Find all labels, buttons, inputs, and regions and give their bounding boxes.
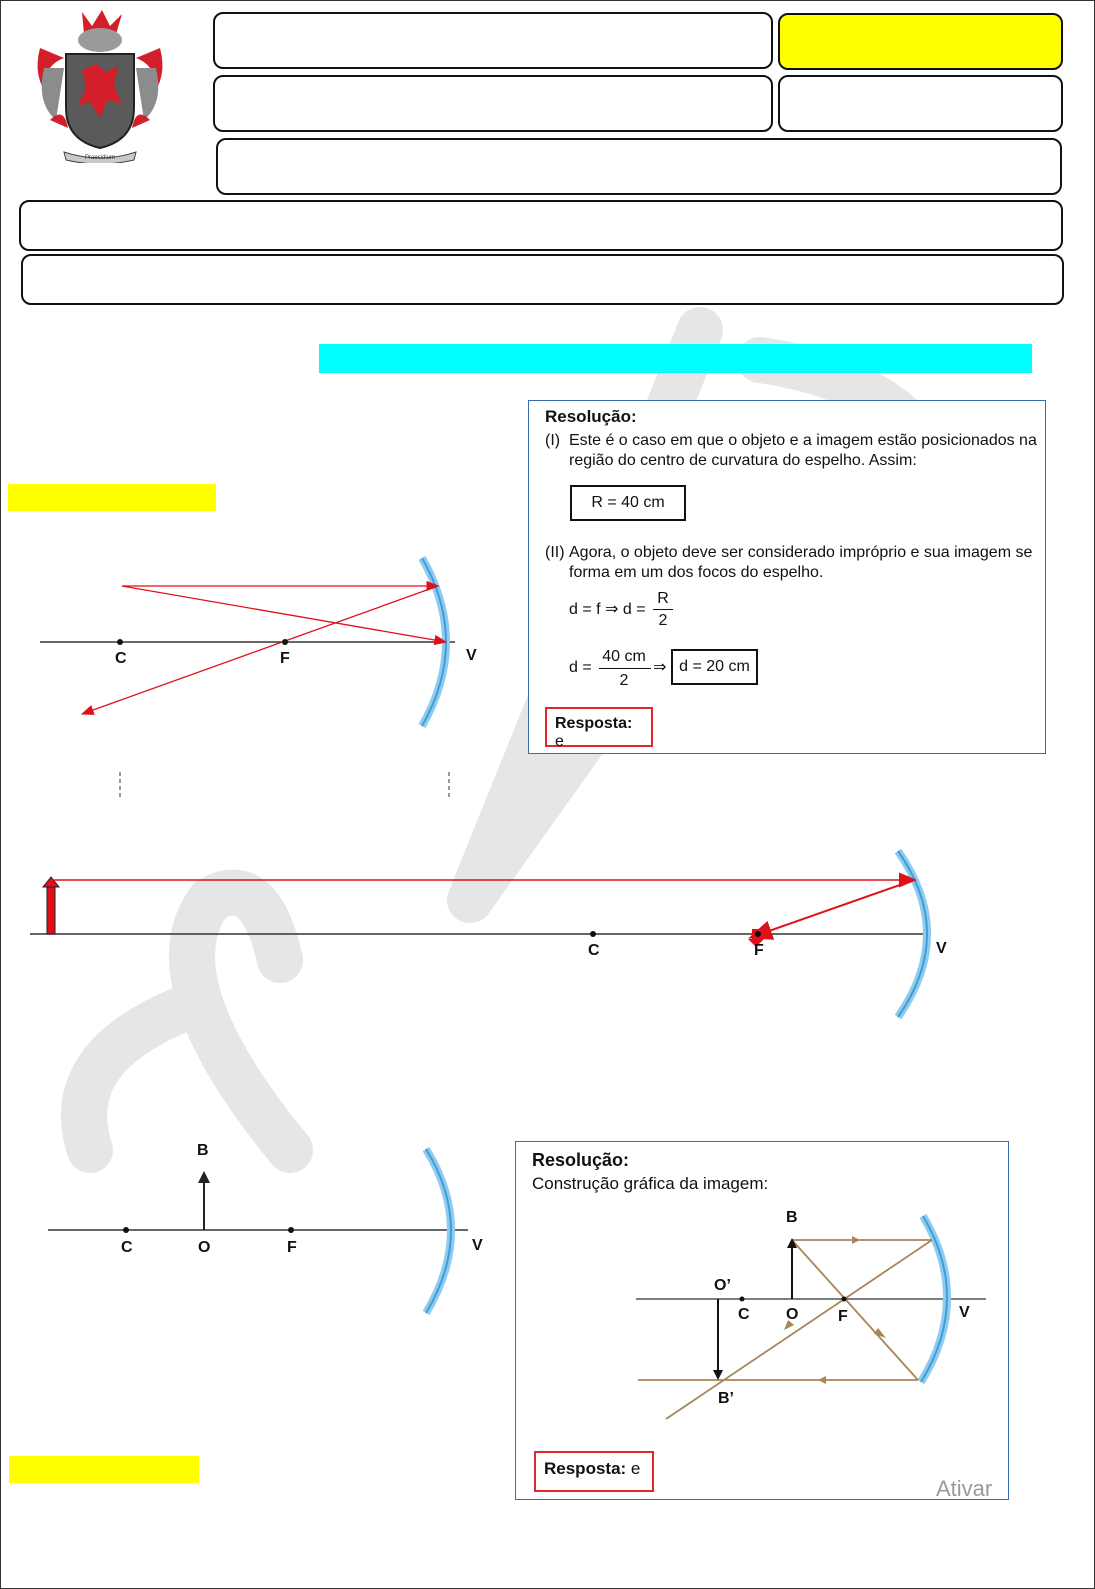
mirror-diagram-1: [30, 550, 500, 800]
point-f: [842, 1297, 847, 1302]
header-field-6: [21, 254, 1064, 305]
answer-value: e: [630, 1459, 641, 1478]
cyan-highlight-bar: [319, 344, 1032, 373]
ray-through-f: [792, 1240, 918, 1380]
ray-to-vertex: [122, 586, 446, 642]
label-o-prime: O’: [714, 1277, 731, 1294]
point-c: [590, 931, 596, 937]
point-f: [288, 1227, 294, 1233]
header-field-4: [216, 138, 1062, 195]
fraction-bar: [599, 668, 651, 669]
equation-2-left: d =: [569, 659, 592, 676]
header-field-5: [19, 200, 1063, 251]
result-d-box: d = 20 cm: [671, 649, 758, 685]
result-r-box: R = 40 cm: [570, 485, 686, 521]
object-arrow-head: [43, 877, 59, 887]
resolution-panel-2: [515, 1141, 1009, 1500]
point-c: [123, 1227, 129, 1233]
point-c: [117, 639, 123, 645]
label-v: V: [959, 1304, 970, 1321]
mirror-diagram-2: [30, 845, 990, 1030]
label-b-prime: B’: [718, 1390, 734, 1407]
ray-direction-arrow: [852, 1236, 860, 1244]
panel-title: Resolução:: [545, 407, 637, 426]
resolution-panel-1: [528, 400, 1046, 754]
mirror-diagram-3: [40, 1135, 500, 1325]
label-c: C: [115, 650, 127, 667]
ray-reflected: [82, 586, 438, 714]
label-b: B: [786, 1209, 798, 1226]
ray-reflected: [752, 880, 914, 937]
answer-box: [534, 1451, 654, 1492]
point-c: [740, 1297, 745, 1302]
label-c: C: [738, 1306, 750, 1323]
point-f: [755, 931, 761, 937]
os-activation-watermark: Ativar: [936, 1476, 993, 1500]
label-v: V: [472, 1237, 483, 1254]
label-v: V: [936, 940, 947, 957]
answer-label: Resposta:: [555, 715, 633, 732]
svg-text:Praesidium: Praesidium: [84, 155, 116, 161]
answer-label: Resposta:: [544, 1459, 627, 1478]
header-field-highlight: [778, 13, 1063, 70]
header-field-3: [778, 75, 1063, 132]
step-2-text: Agora, o objeto deve ser considerado impróprio e sua imagem se forma em um dos focos do espelho.: [569, 544, 1033, 581]
label-b: B: [197, 1142, 209, 1159]
panel-title: Resolução:: [532, 1150, 630, 1170]
image-construction-diagram: [516, 1142, 1009, 1500]
image-arrow-head: [713, 1370, 723, 1380]
label-f: F: [838, 1308, 848, 1325]
label-c: C: [588, 942, 600, 959]
label-f: F: [287, 1239, 297, 1256]
label-f: F: [754, 942, 764, 959]
header-field-1: [213, 12, 773, 69]
point-f: [282, 639, 288, 645]
answer-value: e: [555, 733, 564, 750]
equation-1-left: d = f ⇒ d =: [569, 601, 646, 618]
implies-symbol: ⇒: [653, 659, 667, 676]
step-1-label: (I): [545, 432, 561, 449]
label-v: V: [466, 647, 477, 664]
label-f: F: [280, 650, 290, 667]
step-1-text: Este é o caso em que o objeto e a imagem estão posicionados na região do centro de curvatura do espelho. Assim:: [569, 432, 1037, 469]
yellow-highlight-2: [9, 1456, 199, 1483]
label-o: O: [198, 1239, 211, 1256]
fraction-bar: [653, 609, 673, 610]
yellow-highlight-1: [8, 484, 216, 511]
label-o: O: [786, 1306, 799, 1323]
header-field-2: [213, 75, 773, 132]
answer-box: [545, 707, 653, 750]
step-2-label: (II): [545, 544, 565, 561]
object-arrow-shaft: [47, 885, 55, 934]
equation-1-numerator: R: [657, 590, 669, 607]
equation-2-numerator: 40 cm: [602, 648, 646, 665]
ray-reflected-through-f: [666, 1240, 932, 1419]
equation-1-denominator: 2: [658, 612, 668, 629]
panel-subtitle: Construção gráfica da imagem:: [532, 1174, 769, 1193]
equation-2-denominator: 2: [619, 672, 629, 689]
coat-of-arms-icon: [30, 8, 170, 163]
object-arrow-head: [198, 1171, 210, 1183]
label-c: C: [121, 1239, 133, 1256]
ray-direction-arrow: [818, 1376, 826, 1384]
